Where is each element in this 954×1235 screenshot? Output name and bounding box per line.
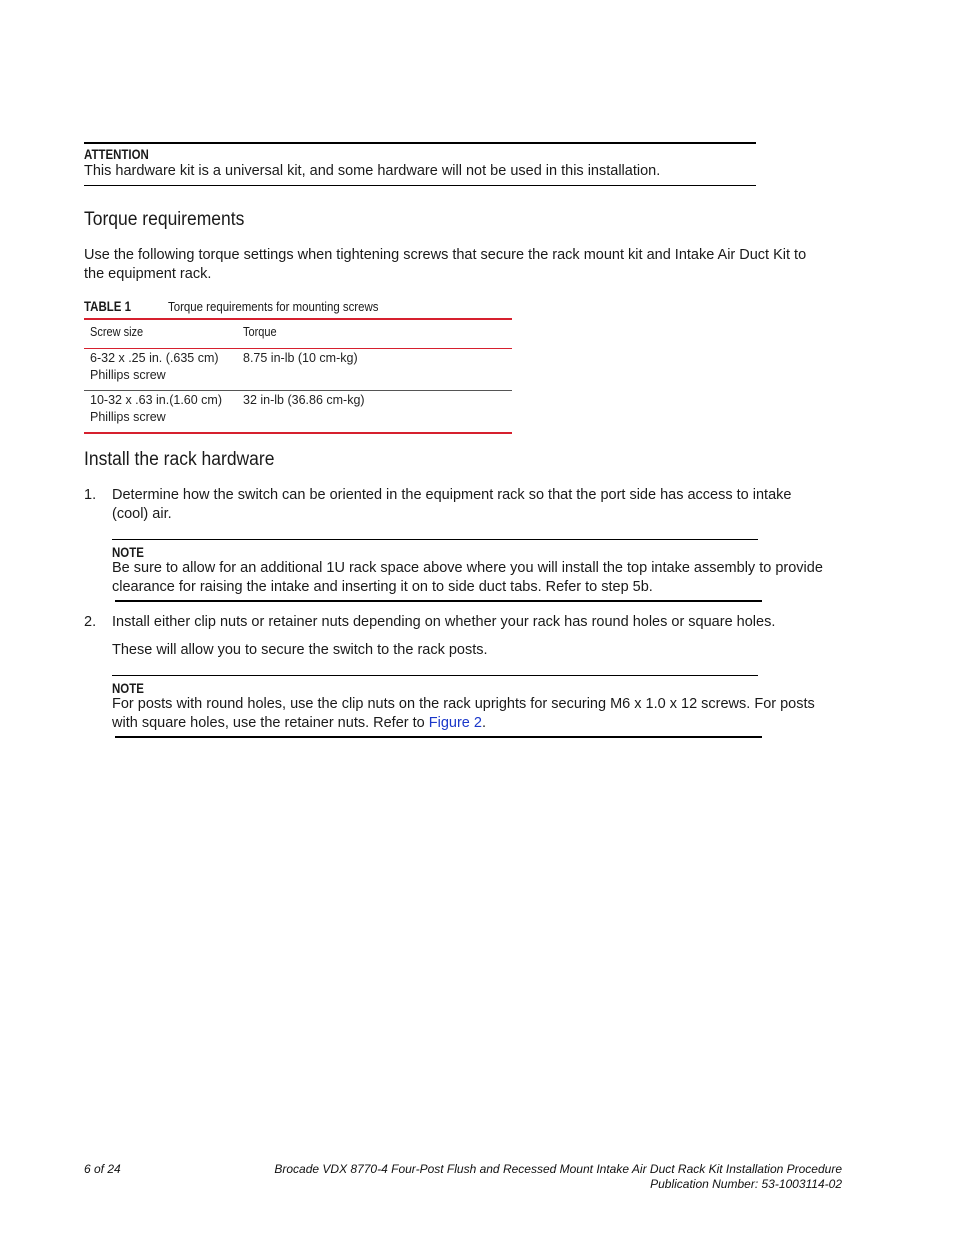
table-top-rule	[84, 318, 512, 320]
publication-number: Publication Number: 53-1003114-02	[650, 1177, 842, 1191]
attention-bottom-rule	[84, 185, 756, 186]
step-1-number: 1.	[84, 487, 97, 503]
note-2-line2	[112, 714, 486, 733]
step-2-text: Install either clip nuts or retainer nuts depending on whether your rack has round holes or square holes.	[112, 614, 776, 630]
note-2-line2-post: .	[481, 715, 486, 731]
note-1-top-rule	[112, 539, 758, 540]
table-cell-size-type: Phillips screw	[90, 368, 166, 382]
table-label: TABLE 1	[84, 298, 131, 314]
attention-top-rule	[84, 142, 756, 144]
table-caption: Torque requirements for mounting screws	[168, 299, 379, 314]
note-1-label: NOTE	[112, 544, 144, 560]
attention-label: ATTENTION	[84, 146, 149, 162]
torque-intro-line1: Use the following torque settings when tightening screws that secure the rack mount kit and Intake Air Duct Kit to	[84, 247, 807, 263]
note-1-bottom-rule	[115, 600, 762, 602]
table-cell-size-type: Phillips screw	[90, 410, 166, 424]
page-number: 6 of 24	[84, 1162, 121, 1176]
step-1-line2: (cool) air.	[112, 506, 172, 522]
note-2-bottom-rule	[115, 736, 762, 738]
table-header-torque: Torque	[243, 325, 277, 339]
table-header-screw-size: Screw size	[90, 325, 144, 339]
step-2-number: 2.	[84, 614, 97, 630]
note-2-line1: For posts with round holes, use the clip nuts on the rack uprights for securing M6 x 1.0 x 12 screws. For posts	[112, 696, 815, 712]
step-2-subtext: These will allow you to secure the switch to the rack posts.	[112, 642, 488, 658]
table-cell-size: 6-32 x .25 in. (.635 cm)	[90, 351, 219, 365]
table-row-divider	[84, 390, 512, 391]
attention-text: This hardware kit is a universal kit, and some hardware will not be used in this installation.	[84, 163, 661, 179]
document-title: Brocade VDX 8770-4 Four-Post Flush and Recessed Mount Intake Air Duct Rack Kit Installation Procedure	[274, 1162, 842, 1176]
section-heading-install: Install the rack hardware	[84, 449, 275, 470]
table-cell-torque: 32 in-lb (36.86 cm-kg)	[243, 393, 365, 407]
table-row	[90, 392, 240, 426]
torque-intro-line2: the equipment rack.	[84, 266, 212, 282]
section-heading-torque: Torque requirements	[84, 209, 245, 230]
table-row	[90, 350, 240, 384]
step-1-line1: Determine how the switch can be oriented in the equipment rack so that the port side has access to intake	[112, 487, 792, 503]
table-cell-torque: 8.75 in-lb (10 cm-kg)	[243, 351, 358, 365]
table-bottom-rule	[84, 432, 512, 434]
note-1-line1: Be sure to allow for an additional 1U rack space above where you will install the top intake assembly to provide	[112, 560, 823, 576]
note-2-line2-pre: with square holes, use the retainer nuts. Refer to	[112, 715, 429, 731]
figure-2-link[interactable]: Figure 2	[428, 715, 482, 731]
note-2-label: NOTE	[112, 680, 144, 696]
note-2-top-rule	[112, 675, 758, 676]
table-cell-size: 10-32 x .63 in.(1.60 cm)	[90, 393, 223, 407]
table-header-rule	[84, 348, 512, 349]
note-1-line2: clearance for raising the intake and inserting it on to side duct tabs. Refer to step 5b.	[112, 579, 653, 595]
